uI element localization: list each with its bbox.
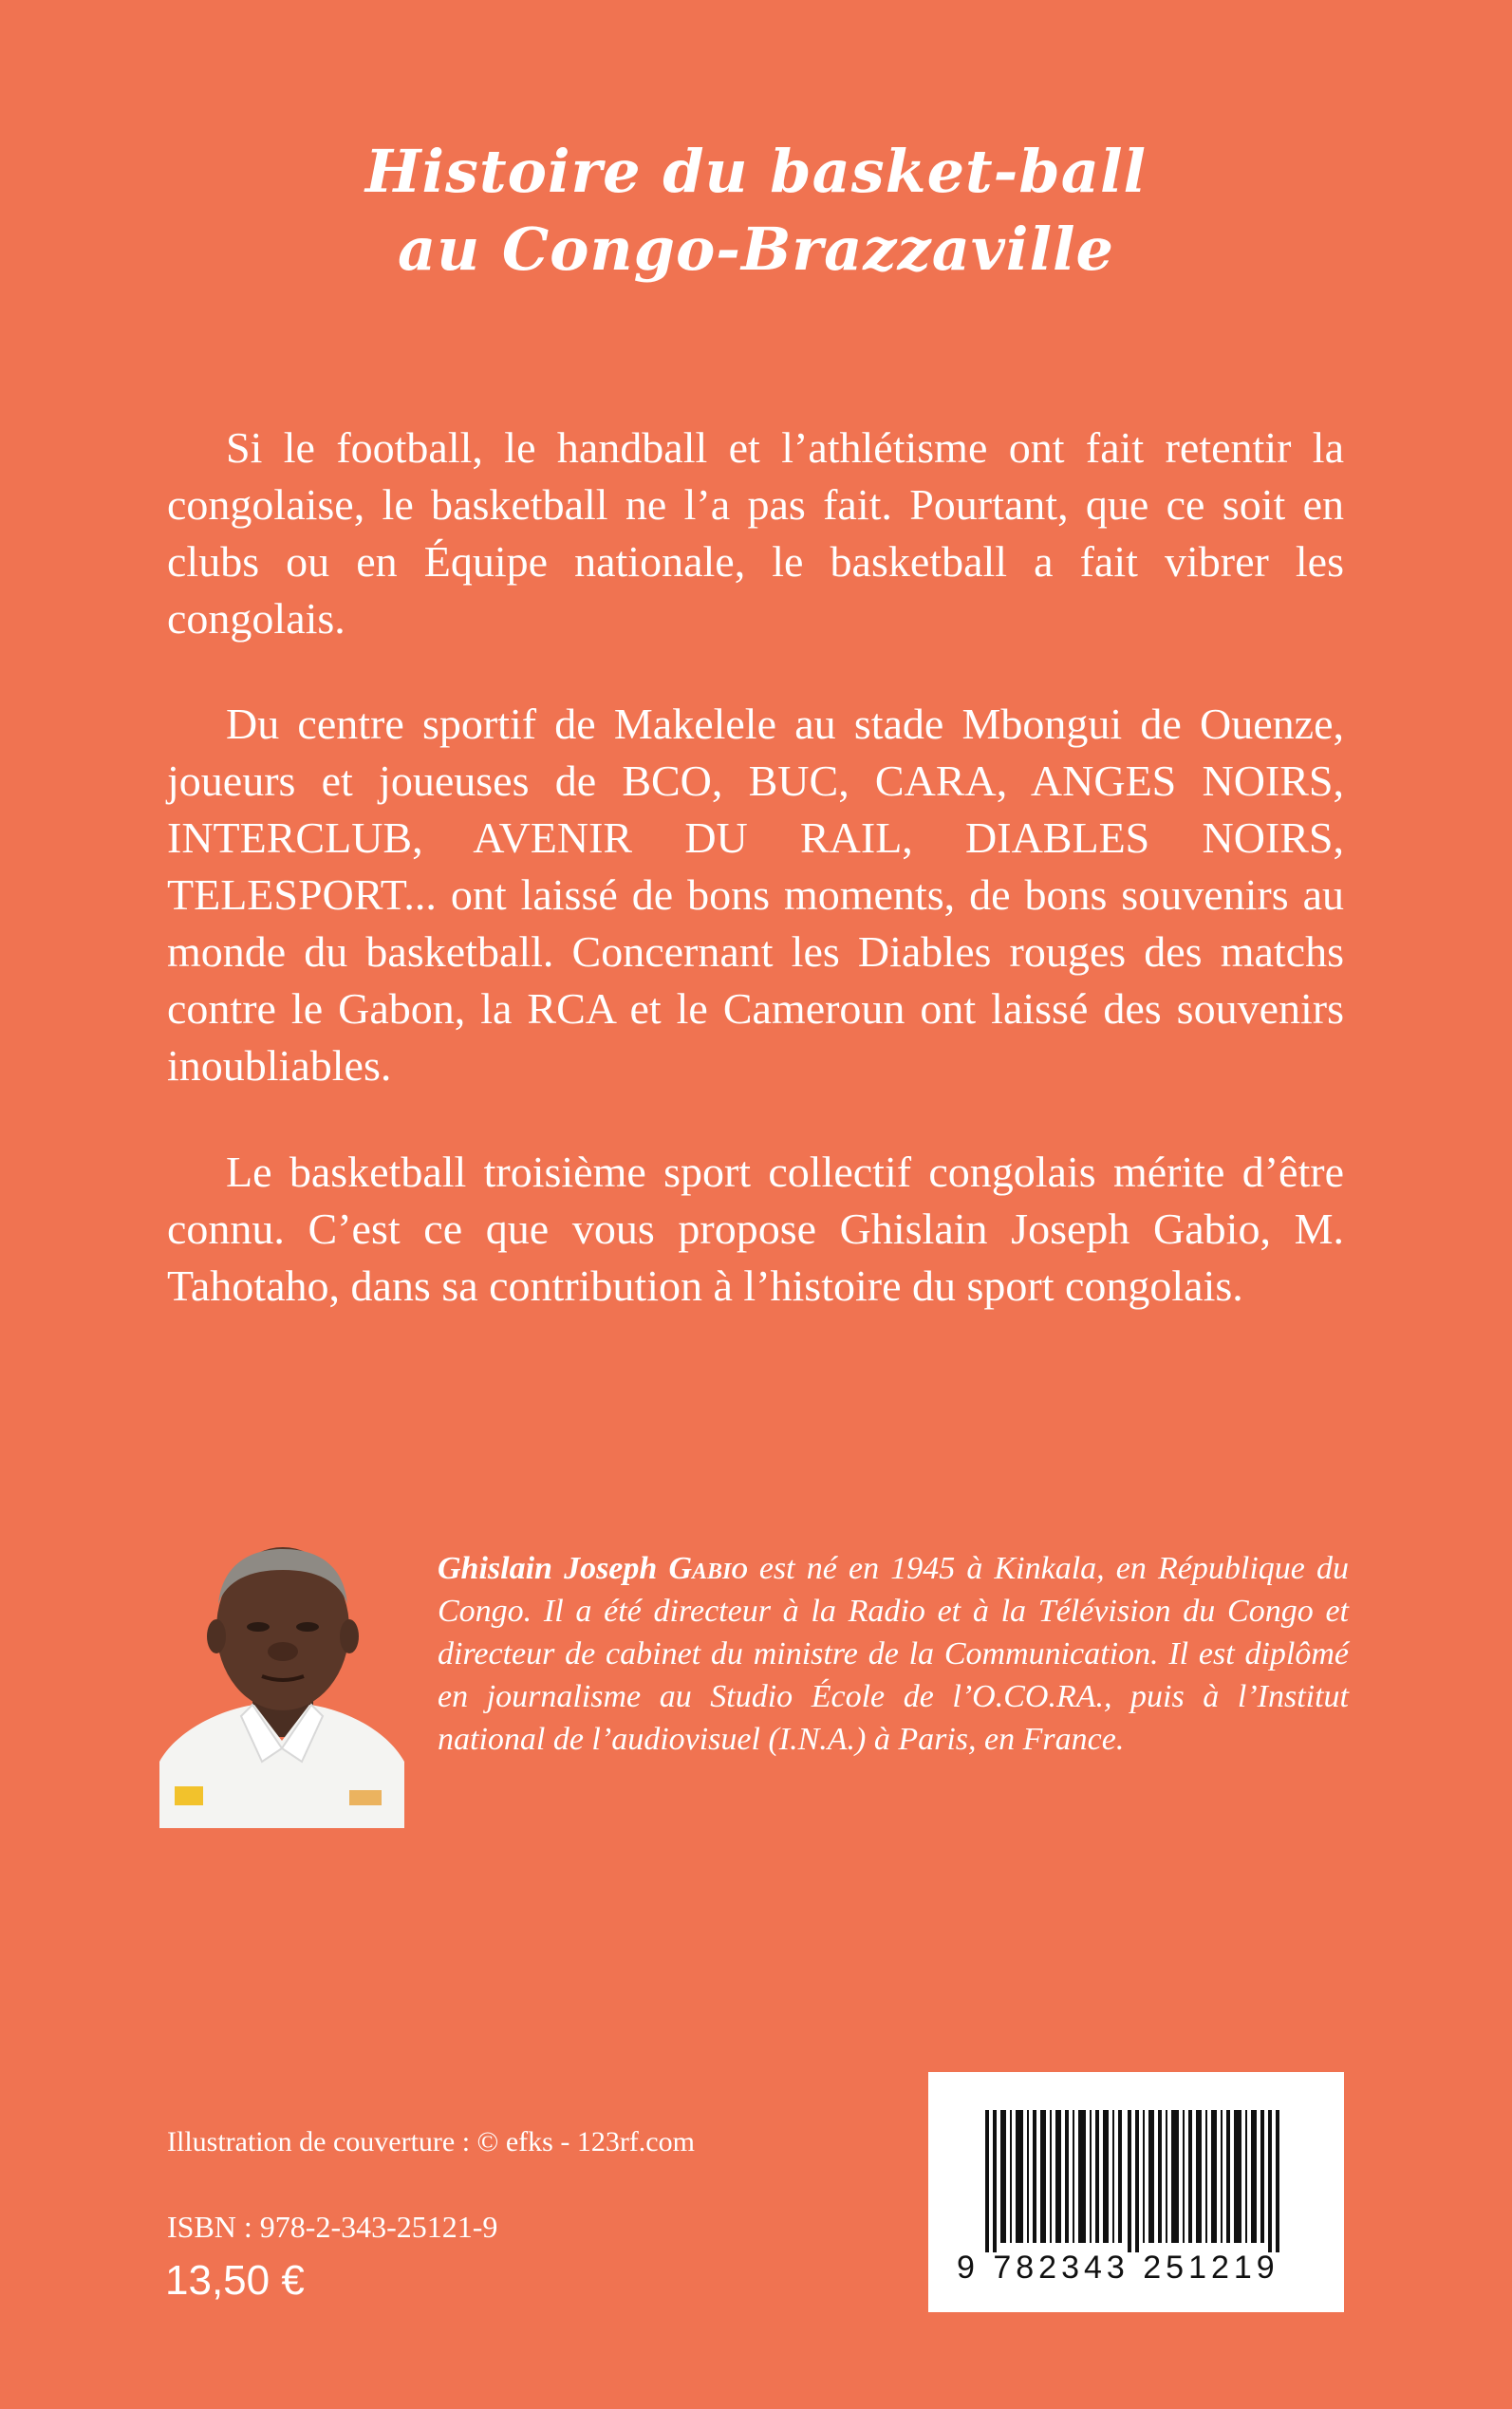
barcode-number: 9 782343 251219 [957,2250,1279,2286]
book-title [0,133,1512,289]
illustration-credit: Illustration de couverture : © efks - 123rf.com [167,2126,695,2157]
blurb-paragraph-2: Du centre sportif de Makelele au stade Mbongui de Ouenze, joueurs et joueuses de BCO, BUC, CARA, ANGES NOIRS, INTERCLUB, AVENIR DU RAIL, DIABLES NOIRS, TELESPORT... ont laissé de bons moments, de bons souvenirs au monde du basketball. Concernant les Diables rouges des matchs contre le Gabon, la RCA et le Cameroun ont laissé des souvenirs inoubliables. [167,700,1344,1090]
author-biography [438,1547,1349,1761]
barcode [928,2072,1344,2312]
barcode-bars-icon [985,2110,1289,2252]
blurb-paragraph-3: Le basketball troisième sport collectif congolais mérite d’être connu. C’est ce que vous propose Ghislain Joseph Gabio, M. Tahotaho, dans sa contribution à l’histoire du sport congolais. [167,1148,1344,1310]
book-title-line-2: au Congo-Brazzaville [397,215,1114,284]
author-first-names: Ghislain Joseph [438,1551,658,1586]
author-bio-text: est né en 1945 à Kinkala, en République du Congo. Il a été directeur à la Radio et à la Télévision du Congo et directeur de cabinet du ministre de la Communication. Il est diplômé en journalisme au Studio École de l’O.CO.RA., puis à l’Institut national de l’audiovisuel (I.N.A.) à Paris, en France. [438,1551,1349,1757]
isbn: ISBN : 978-2-343-25121-9 [167,2210,498,2244]
price: 13,50 € [165,2257,305,2304]
author-surname: Gabio [668,1551,748,1586]
blurb-paragraph-1: Si le football, le handball et l’athlétisme ont fait retentir la congolaise, le basketball ne l’a pas fait. Pourtant, que ce soit en clubs ou en Équipe nationale, le basketball a fait vibrer les congolais. [167,423,1344,643]
author-portrait-icon [159,1538,404,1828]
book-title-line-1: Histoire du basket-ball [364,137,1148,206]
author-photo [159,1538,404,1828]
